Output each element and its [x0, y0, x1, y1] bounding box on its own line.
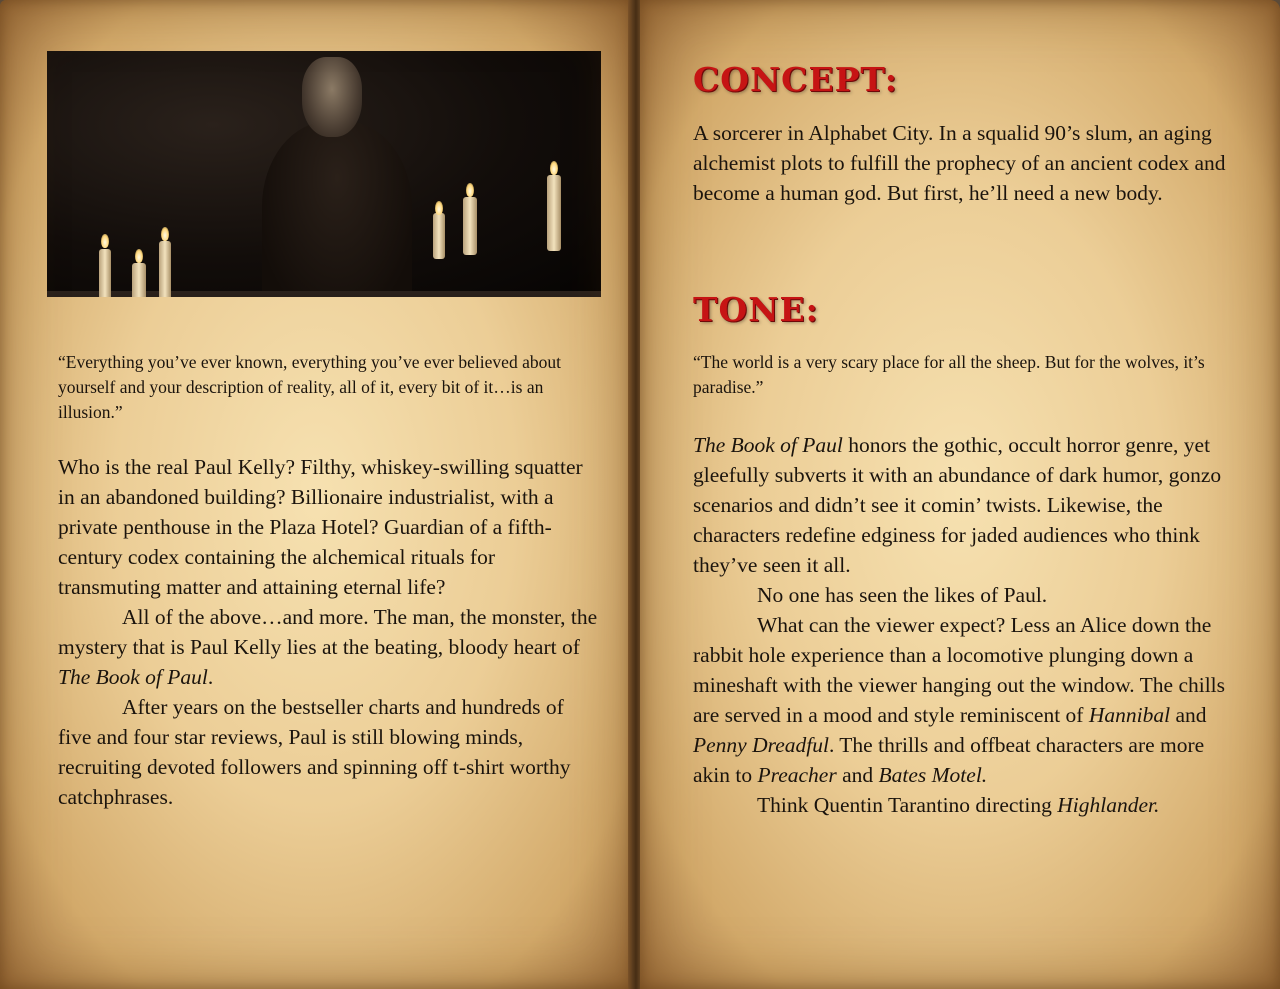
candle: [159, 241, 171, 297]
candle-flame: [135, 249, 143, 263]
candle-flame: [161, 227, 169, 241]
book-title: The Book of Paul: [58, 665, 208, 689]
film-title: Highlander.: [1057, 793, 1160, 817]
text-run: honors the gothic, occult horror genre, yet gleefully subverts it with an abundance of dark humor, gonzo scenarios and didn’t see it comin’ twists. Likewise, the characters redefine edginess for jaded audiences who think they’ve seen it all.: [693, 433, 1222, 577]
concept-heading: CONCEPT:: [693, 60, 898, 99]
candle: [433, 213, 445, 259]
paul-quote: “Everything you’ve ever known, everything you’ve ever believed about yourself and your description of reality, all of it, every bit of it…is an illusion.”: [58, 352, 561, 422]
text-run: What can the viewer expect? Less an Alice down the rabbit hole experience than a locomotive plunging down a mineshaft with the viewer hanging out the window. The chills are served in a mood and style reminiscent of: [693, 613, 1226, 727]
candle-flame: [550, 161, 558, 175]
paragraph: [58, 602, 598, 692]
tone-heading: TONE:: [693, 290, 819, 329]
book-title: The Book of Paul: [693, 433, 843, 457]
text-run: Think Quentin Tarantino directing: [757, 793, 1058, 817]
paragraph: [693, 610, 1238, 790]
text-run: and: [836, 763, 879, 787]
show-title: Hannibal: [1088, 703, 1171, 727]
right-body-text: [693, 430, 1238, 820]
text-run: and: [1170, 703, 1207, 727]
text-run: All of the above…and more. The man, the monster, the mystery that is Paul Kelly lies at the beating, bloody heart of: [58, 605, 598, 659]
paragraph: [693, 430, 1238, 580]
candle-flame: [435, 201, 443, 215]
tone-quote: “The world is a very scary place for all the sheep. But for the wolves, it’s paradise.”: [693, 352, 1205, 397]
left-page: [0, 0, 632, 989]
show-title: Preacher: [757, 763, 837, 787]
sorcerer-photo: [47, 51, 601, 297]
candle: [547, 175, 561, 251]
text-run: . The thrills and offbeat characters are more akin to: [693, 733, 1205, 787]
sorcerer-head: [302, 57, 362, 137]
candle: [463, 197, 477, 255]
left-body-text: [58, 452, 598, 812]
paragraph: Who is the real Paul Kelly? Filthy, whiskey-swilling squatter in an abandoned building? Billionaire industrialist, with a private penthouse in the Plaza Hotel? Guardian of a fifth-century codex containing the alchemical rituals for transmuting matter and attaining eternal life?: [58, 455, 583, 599]
paragraph: [693, 790, 1238, 820]
show-title: Bates Motel.: [878, 763, 988, 787]
text-run: .: [207, 665, 214, 689]
candle-flame: [466, 183, 474, 197]
show-title: Penny Dreadful: [693, 733, 829, 757]
concept-text: A sorcerer in Alphabet City. In a squalid 90’s slum, an aging alchemist plots to fulfill the prophecy of an ancient codex and become a human god. But first, he’ll need a new body.: [693, 121, 1226, 205]
paragraph: After years on the bestseller charts and hundreds of five and four star reviews, Paul is still blowing minds, recruiting devoted followers and spinning off t-shirt worthy catchphrases.: [58, 695, 571, 809]
ritual-table: [47, 291, 601, 297]
sorcerer-figure: [262, 121, 412, 297]
candle-flame: [101, 234, 109, 248]
candle: [99, 249, 111, 297]
candle: [132, 263, 146, 297]
paragraph: No one has seen the likes of Paul.: [757, 583, 1048, 607]
